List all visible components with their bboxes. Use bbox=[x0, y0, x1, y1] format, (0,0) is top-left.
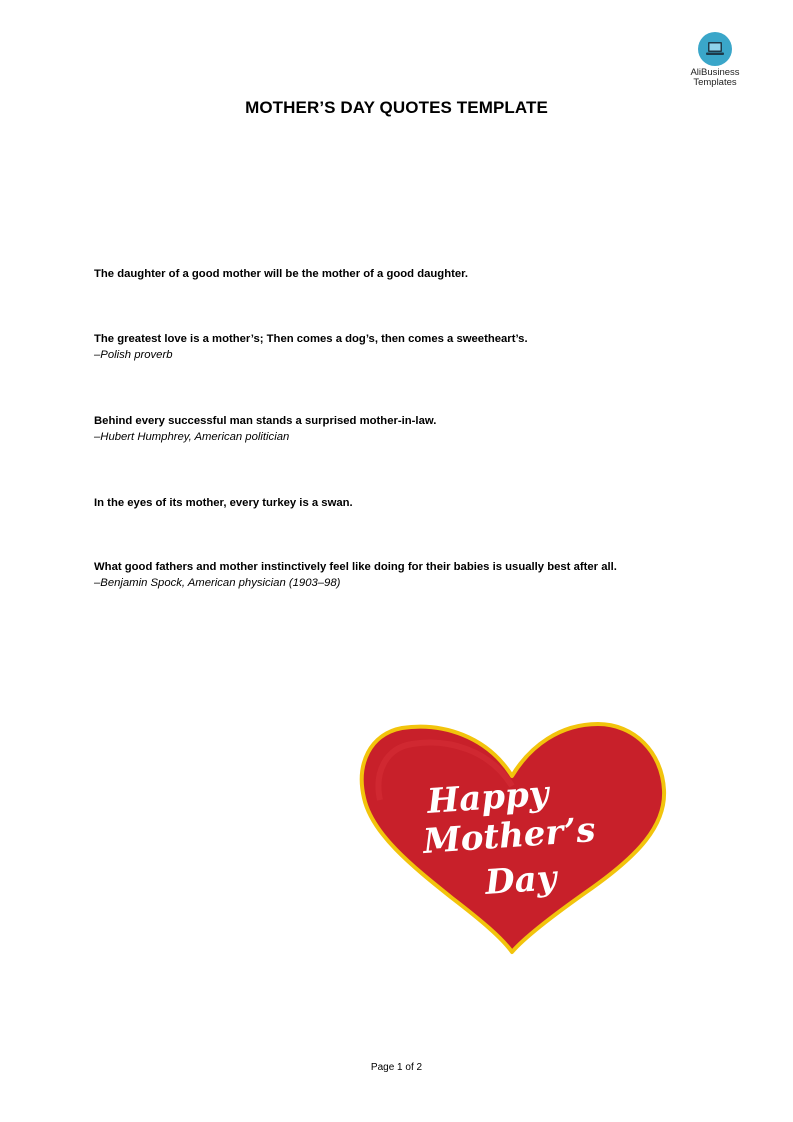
quote-3 bbox=[94, 413, 436, 445]
quote-author: –Benjamin Spock, American physician (1903–98) bbox=[94, 577, 341, 589]
heart-text-happy: Happy bbox=[425, 773, 550, 822]
page-number: Page 1 of 2 bbox=[370, 1062, 423, 1073]
quote-2 bbox=[94, 331, 528, 363]
quote-author: –Hubert Humphrey, American politician bbox=[94, 431, 290, 443]
quote-5 bbox=[94, 559, 617, 591]
quote-text: The daughter of a good mother will be the mother of a good daughter. bbox=[94, 268, 469, 280]
logo-line1: AliBusiness bbox=[690, 67, 740, 78]
heart-text-day: Day bbox=[483, 858, 558, 903]
logo bbox=[680, 32, 750, 88]
logo-text bbox=[680, 68, 750, 88]
laptop-icon bbox=[698, 32, 732, 66]
heart-text-mothers: Mother’s bbox=[421, 810, 597, 862]
quote-text: The greatest love is a mother’s; Then comes a dog’s, then comes a sweetheart’s. bbox=[94, 333, 528, 345]
quote-text: Behind every successful man stands a surprised mother-in-law. bbox=[94, 415, 437, 427]
page-title: MOTHER’S DAY QUOTES TEMPLATE bbox=[245, 98, 548, 117]
logo-line2: Templates bbox=[693, 77, 737, 88]
quote-text: In the eyes of its mother, every turkey is a swan. bbox=[94, 497, 353, 509]
quote-1 bbox=[94, 266, 468, 282]
happy-mothers-day-heart-image bbox=[352, 716, 670, 956]
quote-text: What good fathers and mother instinctively feel like doing for their babies is usually best after all. bbox=[94, 561, 617, 573]
quote-author: –Polish proverb bbox=[94, 349, 173, 361]
quote-4 bbox=[94, 495, 353, 511]
